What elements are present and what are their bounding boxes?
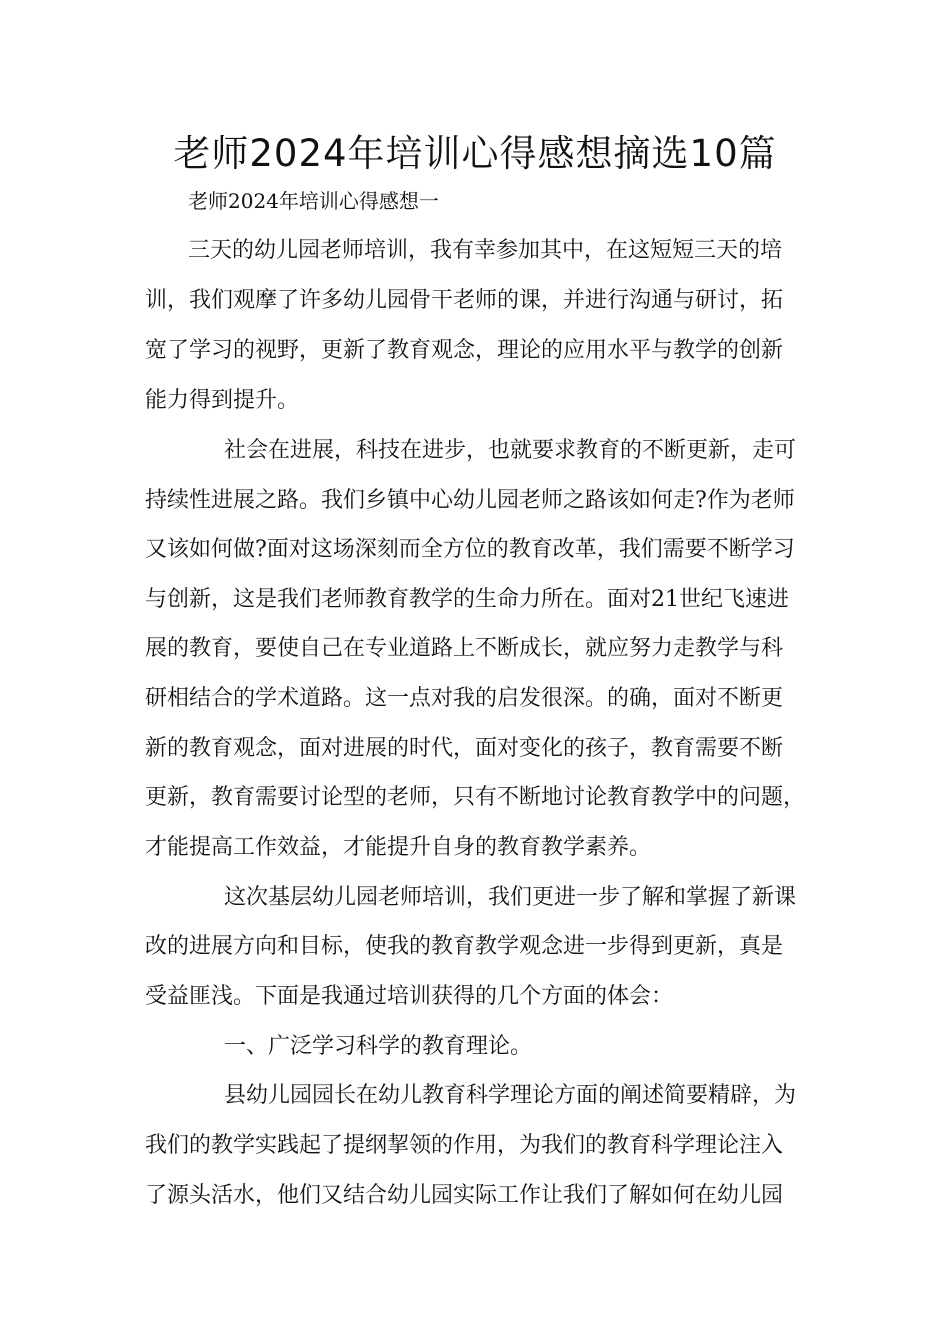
paragraph-line: 研相结合的学术道路。这一点对我的启发很深。的确，面对不断更 bbox=[145, 686, 784, 711]
paragraph-line: 这次基层幼儿园老师培训，我们更进一步了解和掌握了新课 bbox=[224, 885, 797, 910]
paragraph-line: 县幼儿园园长在幼儿教育科学理论方面的阐述简要精辟，为 bbox=[224, 1083, 797, 1108]
paragraph-line: 持续性进展之路。我们乡镇中心幼儿园老师之路该如何走?作为老师 bbox=[145, 488, 795, 513]
paragraph-line: 训，我们观摩了许多幼儿园骨干老师的课，并进行沟通与研讨，拓 bbox=[145, 288, 784, 313]
document-title: 老师2024年培训心得感想摘选10篇 bbox=[173, 132, 777, 175]
paragraph-line: 才能提高工作效益，才能提升自身的教育教学素养。 bbox=[145, 835, 652, 860]
paragraph-line: 社会在进展，科技在进步，也就要求教育的不断更新，走可 bbox=[224, 438, 797, 463]
paragraph-line: 新的教育观念，面对进展的时代，面对变化的孩子，教育需要不断 bbox=[145, 736, 784, 761]
paragraph-line: 更新，教育需要讨论型的老师，只有不断地讨论教育教学中的问题， bbox=[145, 785, 806, 810]
paragraph-line: 宽了学习的视野，更新了教育观念，理论的应用水平与教学的创新 bbox=[145, 338, 784, 363]
paragraph-line: 我们的教学实践起了提纲挈领的作用，为我们的教育科学理论注入 bbox=[145, 1133, 784, 1158]
paragraph-line: 受益匪浅。下面是我通过培训获得的几个方面的体会： bbox=[145, 984, 674, 1009]
paragraph-line: 又该如何做?面对这场深刻而全方位的教育改革，我们需要不断学习 bbox=[145, 537, 795, 562]
paragraph-line: 改的进展方向和目标，使我的教育教学观念进一步得到更新，真是 bbox=[145, 934, 784, 959]
paragraph-line: 展的教育，要使自己在专业道路上不断成长，就应努力走教学与科 bbox=[145, 636, 784, 661]
section-heading: 老师2024年培训心得感想一 bbox=[188, 189, 439, 213]
paragraph-line: 能力得到提升。 bbox=[145, 388, 300, 413]
section-subheading: 一、广泛学习科学的教育理论。 bbox=[224, 1034, 533, 1059]
paragraph-line: 与创新，这是我们老师教育教学的生命力所在。面对21世纪飞速进 bbox=[145, 587, 789, 612]
paragraph-line: 了源头活水，他们又结合幼儿园实际工作让我们了解如何在幼儿园 bbox=[145, 1183, 784, 1208]
paragraph-line: 三天的幼儿园老师培训，我有幸参加其中，在这短短三天的培 bbox=[188, 238, 783, 263]
